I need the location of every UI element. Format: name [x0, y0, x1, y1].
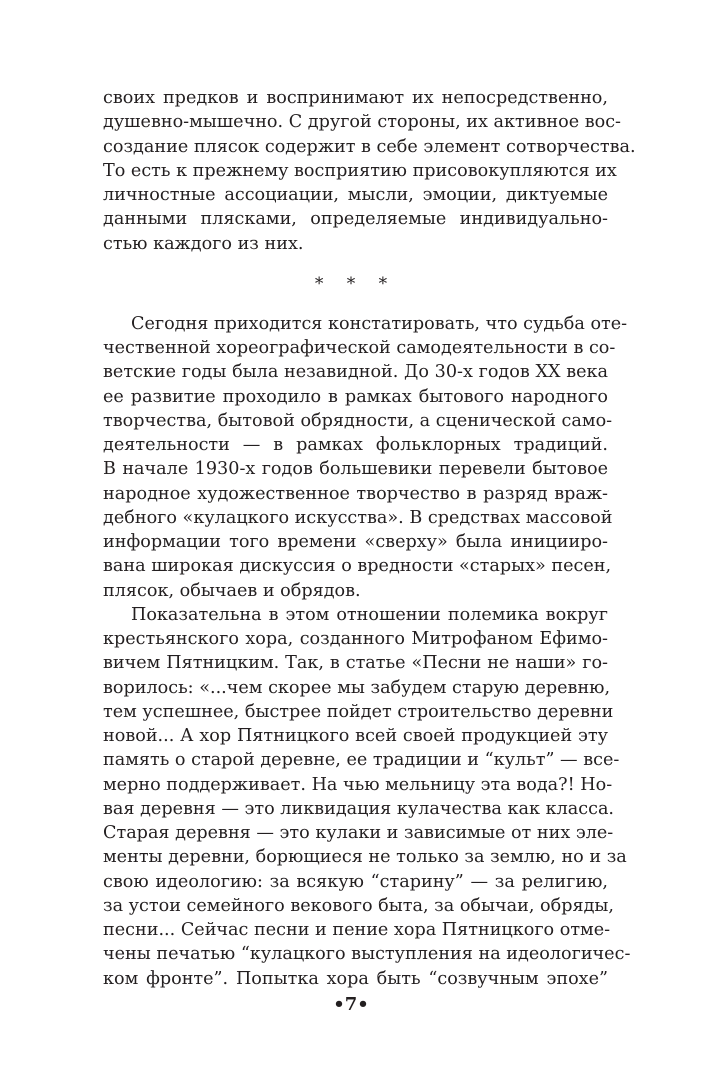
text-line: крестьянского хора, созданного Митрофаном Ефимо- [103, 629, 608, 649]
page-number: •7• [333, 994, 369, 1015]
text-line: менты деревни, борющиеся не только за землю, но и за [103, 847, 627, 868]
text-line: информации того времени «сверху» была иницииро- [103, 532, 608, 552]
text-line: свою идеологию: за всякую “старину” — за религию, [103, 871, 608, 892]
text-line: данными плясками, определяемые индивидуально- [103, 209, 608, 230]
body-text [103, 86, 636, 991]
text-line: Показательна в этом отношении полемика вокруг [131, 604, 608, 625]
text-line: за устои семейного векового быта, за обычаи, обряды, [103, 895, 615, 916]
text-line: плясок, обычаев и обрядов. [103, 580, 361, 601]
text-line: чены печатью “кулацкого выступления на идеологичес- [103, 944, 631, 965]
text-line: тем успешнее, быстрее пойдет строительство деревни [103, 701, 614, 722]
text-line: народное художественное творчество в разряд враж- [103, 483, 608, 504]
text-line: память о старой деревне, ее традиции и “культ” — все- [103, 750, 620, 771]
text-line: ворилось: «...чем скорее мы забудем старую деревню, [103, 677, 611, 698]
section-separator: * * * [314, 273, 397, 294]
text-line: Сегодня приходится констатировать, что судьба оте- [131, 313, 628, 334]
text-line: ветские годы была незавидной. До 30-х годов XX века [103, 362, 608, 383]
text-line: вичем Пятницким. Так, в статье «Песни не наши» го- [103, 653, 608, 674]
text-line: вая деревня — это ликвидация кулачества как класса. [103, 798, 615, 819]
text-line: песни... Сейчас песни и пение хора Пятницкого отме- [103, 920, 611, 940]
paragraph-2 [103, 312, 628, 603]
text-line: вана широкая дискуссия о вредности «старых» песен, [103, 556, 612, 577]
text-line: дебного «кулацкого искусства». В средствах массовой [103, 507, 613, 528]
text-line: своих предков и воспринимают их непосредственно, [103, 88, 608, 108]
text-line: чественной хореографической самодеятельности в со- [103, 338, 616, 358]
paragraph-1 [103, 86, 636, 256]
text-line: ее развитие проходило в рамках бытового народного [103, 386, 608, 407]
text-line: мерно поддерживает. На чью мельницу эта вода?! Но- [103, 774, 613, 795]
text-line: душевно-мышечно. С другой стороны, их активное вос- [103, 112, 622, 133]
text-line: новой... А хор Пятницкого всей своей продукцией эту [103, 726, 608, 746]
text-line: стью каждого из них. [103, 233, 304, 254]
text-line: творчества, бытовой обрядности, а сценической само- [103, 410, 613, 431]
text-line: деятельности — в рамках фольклорных традиций. [103, 435, 608, 455]
text-line: создание плясок содержит в себе элемент сотворчества. [103, 136, 636, 157]
text-line: Старая деревня — это кулаки и зависимые от них эле- [103, 823, 614, 843]
text-line: ком фронте”. Попытка хора быть “созвучным эпохе” [103, 968, 608, 989]
paragraph-3 [103, 603, 631, 991]
text-line: В начале 1930-х годов большевики перевели бытовое [103, 459, 608, 480]
text-line: То есть к прежнему восприятию присовокупляются их [103, 160, 617, 181]
text-line: личностные ассоциации, мысли, эмоции, диктуемые [103, 185, 608, 205]
